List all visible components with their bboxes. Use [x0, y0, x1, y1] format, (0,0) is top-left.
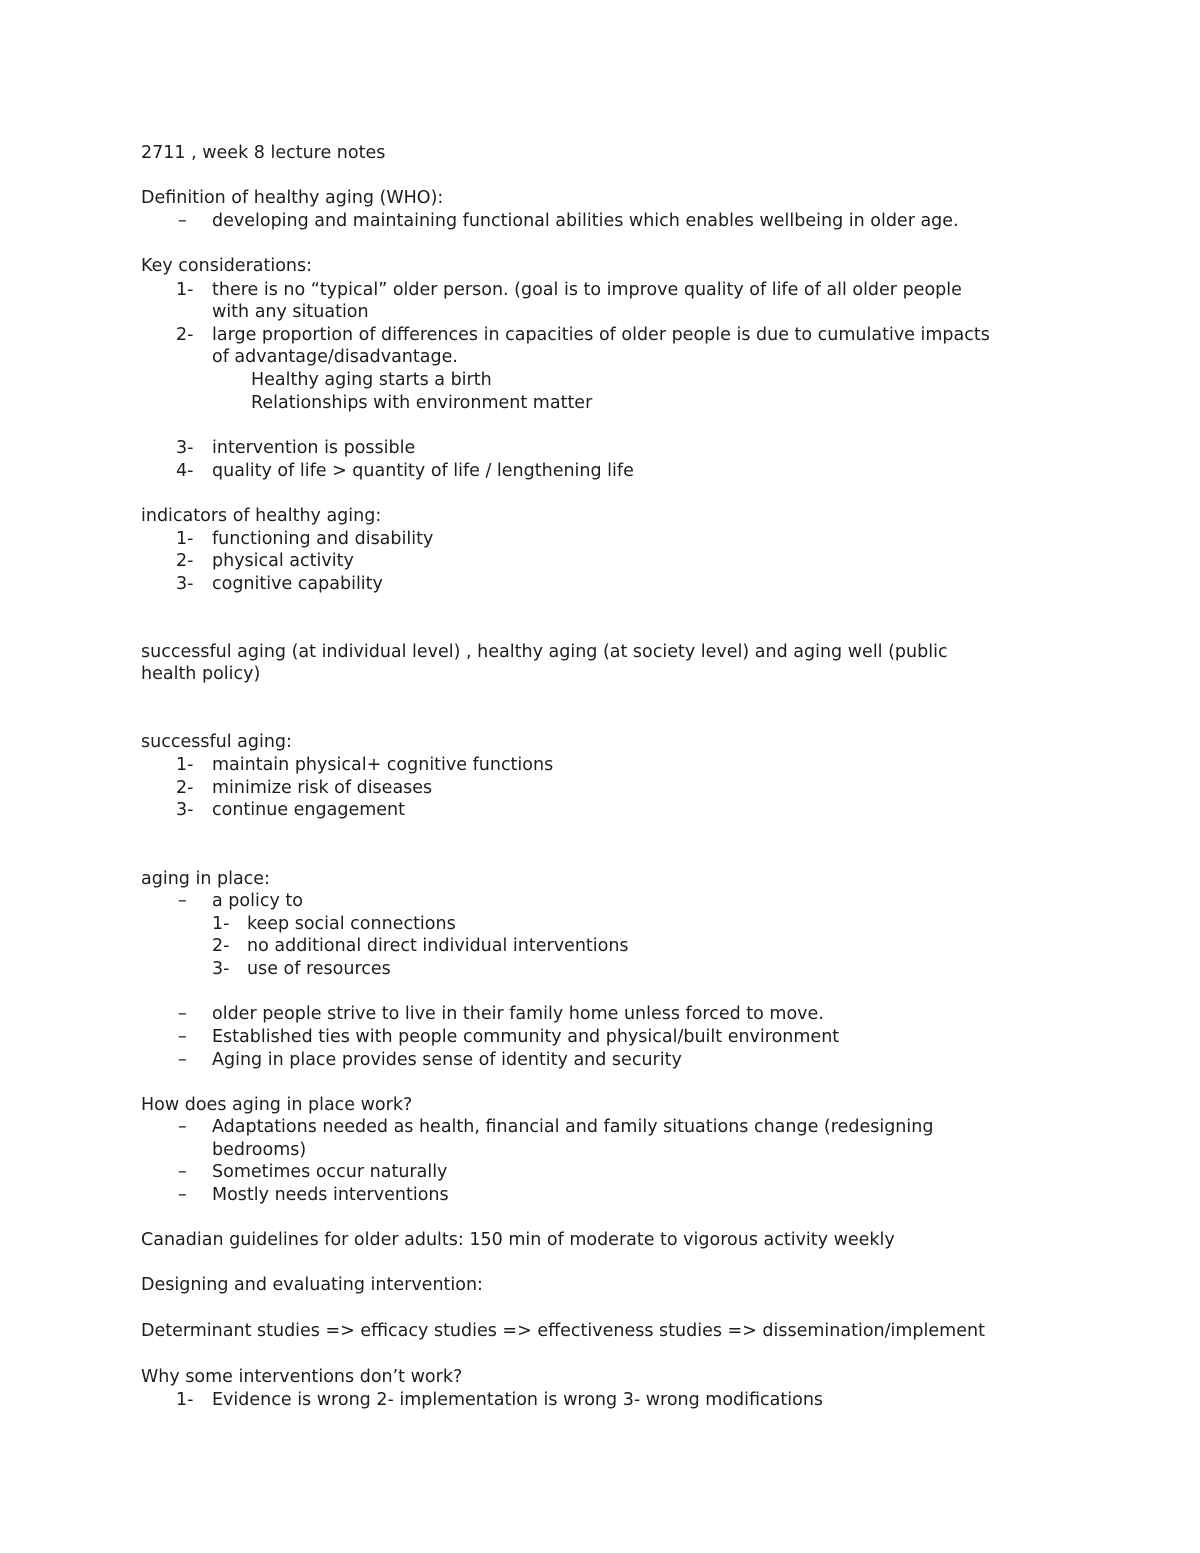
list-item: Mostly needs interventions — [212, 1185, 449, 1205]
list-item-cont: bedrooms) — [212, 1140, 307, 1160]
list-item: use of resources — [247, 959, 391, 979]
list-item: functioning and disability — [212, 529, 434, 549]
list-marker: 3- — [176, 574, 194, 594]
bullet-dash: – — [178, 1027, 187, 1047]
list-item: Adaptations needed as health, financial and family situations change (redesigning — [212, 1117, 934, 1137]
list-marker: 2- — [176, 325, 194, 345]
list-marker: 3- — [176, 800, 194, 820]
page-title: 2711 , week 8 lecture notes — [141, 143, 386, 163]
list-item: there is no “typical” older person. (goal is to improve quality of life of all older people — [212, 280, 962, 300]
list-item: Sometimes occur naturally — [212, 1162, 448, 1182]
list-marker: 3- — [212, 959, 230, 979]
design-heading: Designing and evaluating intervention: — [141, 1275, 483, 1295]
indicators-heading: indicators of healthy aging: — [141, 506, 382, 526]
how-heading: How does aging in place work? — [141, 1095, 413, 1115]
why-heading: Why some interventions don’t work? — [141, 1367, 463, 1387]
list-item: Evidence is wrong 2- implementation is wrong 3- wrong modifications — [212, 1390, 824, 1410]
list-marker: 1- — [176, 1390, 194, 1410]
bullet-dash: – — [178, 1117, 187, 1137]
bullet-dash: – — [178, 211, 187, 231]
list-item: minimize risk of diseases — [212, 778, 433, 798]
list-marker: 3- — [176, 438, 194, 458]
list-item: large proportion of differences in capacities of older people is due to cumulative impacts — [212, 325, 990, 345]
sub-note: Relationships with environment matter — [251, 393, 593, 413]
list-marker: 2- — [176, 778, 194, 798]
bullet-dash: – — [178, 1004, 187, 1024]
list-item: Established ties with people community and physical/built environment — [212, 1027, 840, 1047]
list-item: a policy to — [212, 891, 303, 911]
list-item: physical activity — [212, 551, 354, 571]
bullet-dash: – — [178, 891, 187, 911]
list-item: no additional direct individual interventions — [247, 936, 629, 956]
bullet-dash: – — [178, 1050, 187, 1070]
list-marker: 2- — [176, 551, 194, 571]
key-heading: Key considerations: — [141, 256, 313, 276]
successful-heading: successful aging: — [141, 732, 292, 752]
list-marker: 1- — [212, 914, 230, 934]
list-item: maintain physical+ cognitive functions — [212, 755, 554, 775]
list-marker: 4- — [176, 461, 194, 481]
list-item: keep social connections — [247, 914, 456, 934]
list-marker: 1- — [176, 529, 194, 549]
list-item-cont: with any situation — [212, 302, 369, 322]
list-item-cont: of advantage/disadvantage. — [212, 347, 458, 367]
list-item: intervention is possible — [212, 438, 416, 458]
who-definition: developing and maintaining functional abilities which enables wellbeing in older age. — [212, 211, 959, 231]
list-marker: 2- — [212, 936, 230, 956]
levels-paragraph: successful aging (at individual level) , healthy aging (at society level) and aging well (public — [141, 642, 948, 662]
who-heading: Definition of healthy aging (WHO): — [141, 188, 444, 208]
list-item: continue engagement — [212, 800, 405, 820]
sub-note: Healthy aging starts a birth — [251, 370, 492, 390]
list-item: quality of life > quantity of life / lengthening life — [212, 461, 634, 481]
list-item: Aging in place provides sense of identity and security — [212, 1050, 682, 1070]
list-item: older people strive to live in their family home unless forced to move. — [212, 1004, 824, 1024]
bullet-dash: – — [178, 1162, 187, 1182]
guidelines-text: Canadian guidelines for older adults: 150 min of moderate to vigorous activity weekly — [141, 1230, 895, 1250]
list-marker: 1- — [176, 755, 194, 775]
levels-paragraph-cont: health policy) — [141, 664, 261, 684]
list-item: cognitive capability — [212, 574, 383, 594]
determinant-chain: Determinant studies => efficacy studies => effectiveness studies => dissemination/implement — [141, 1321, 985, 1341]
aip-heading: aging in place: — [141, 869, 270, 889]
bullet-dash: – — [178, 1185, 187, 1205]
list-marker: 1- — [176, 280, 194, 300]
